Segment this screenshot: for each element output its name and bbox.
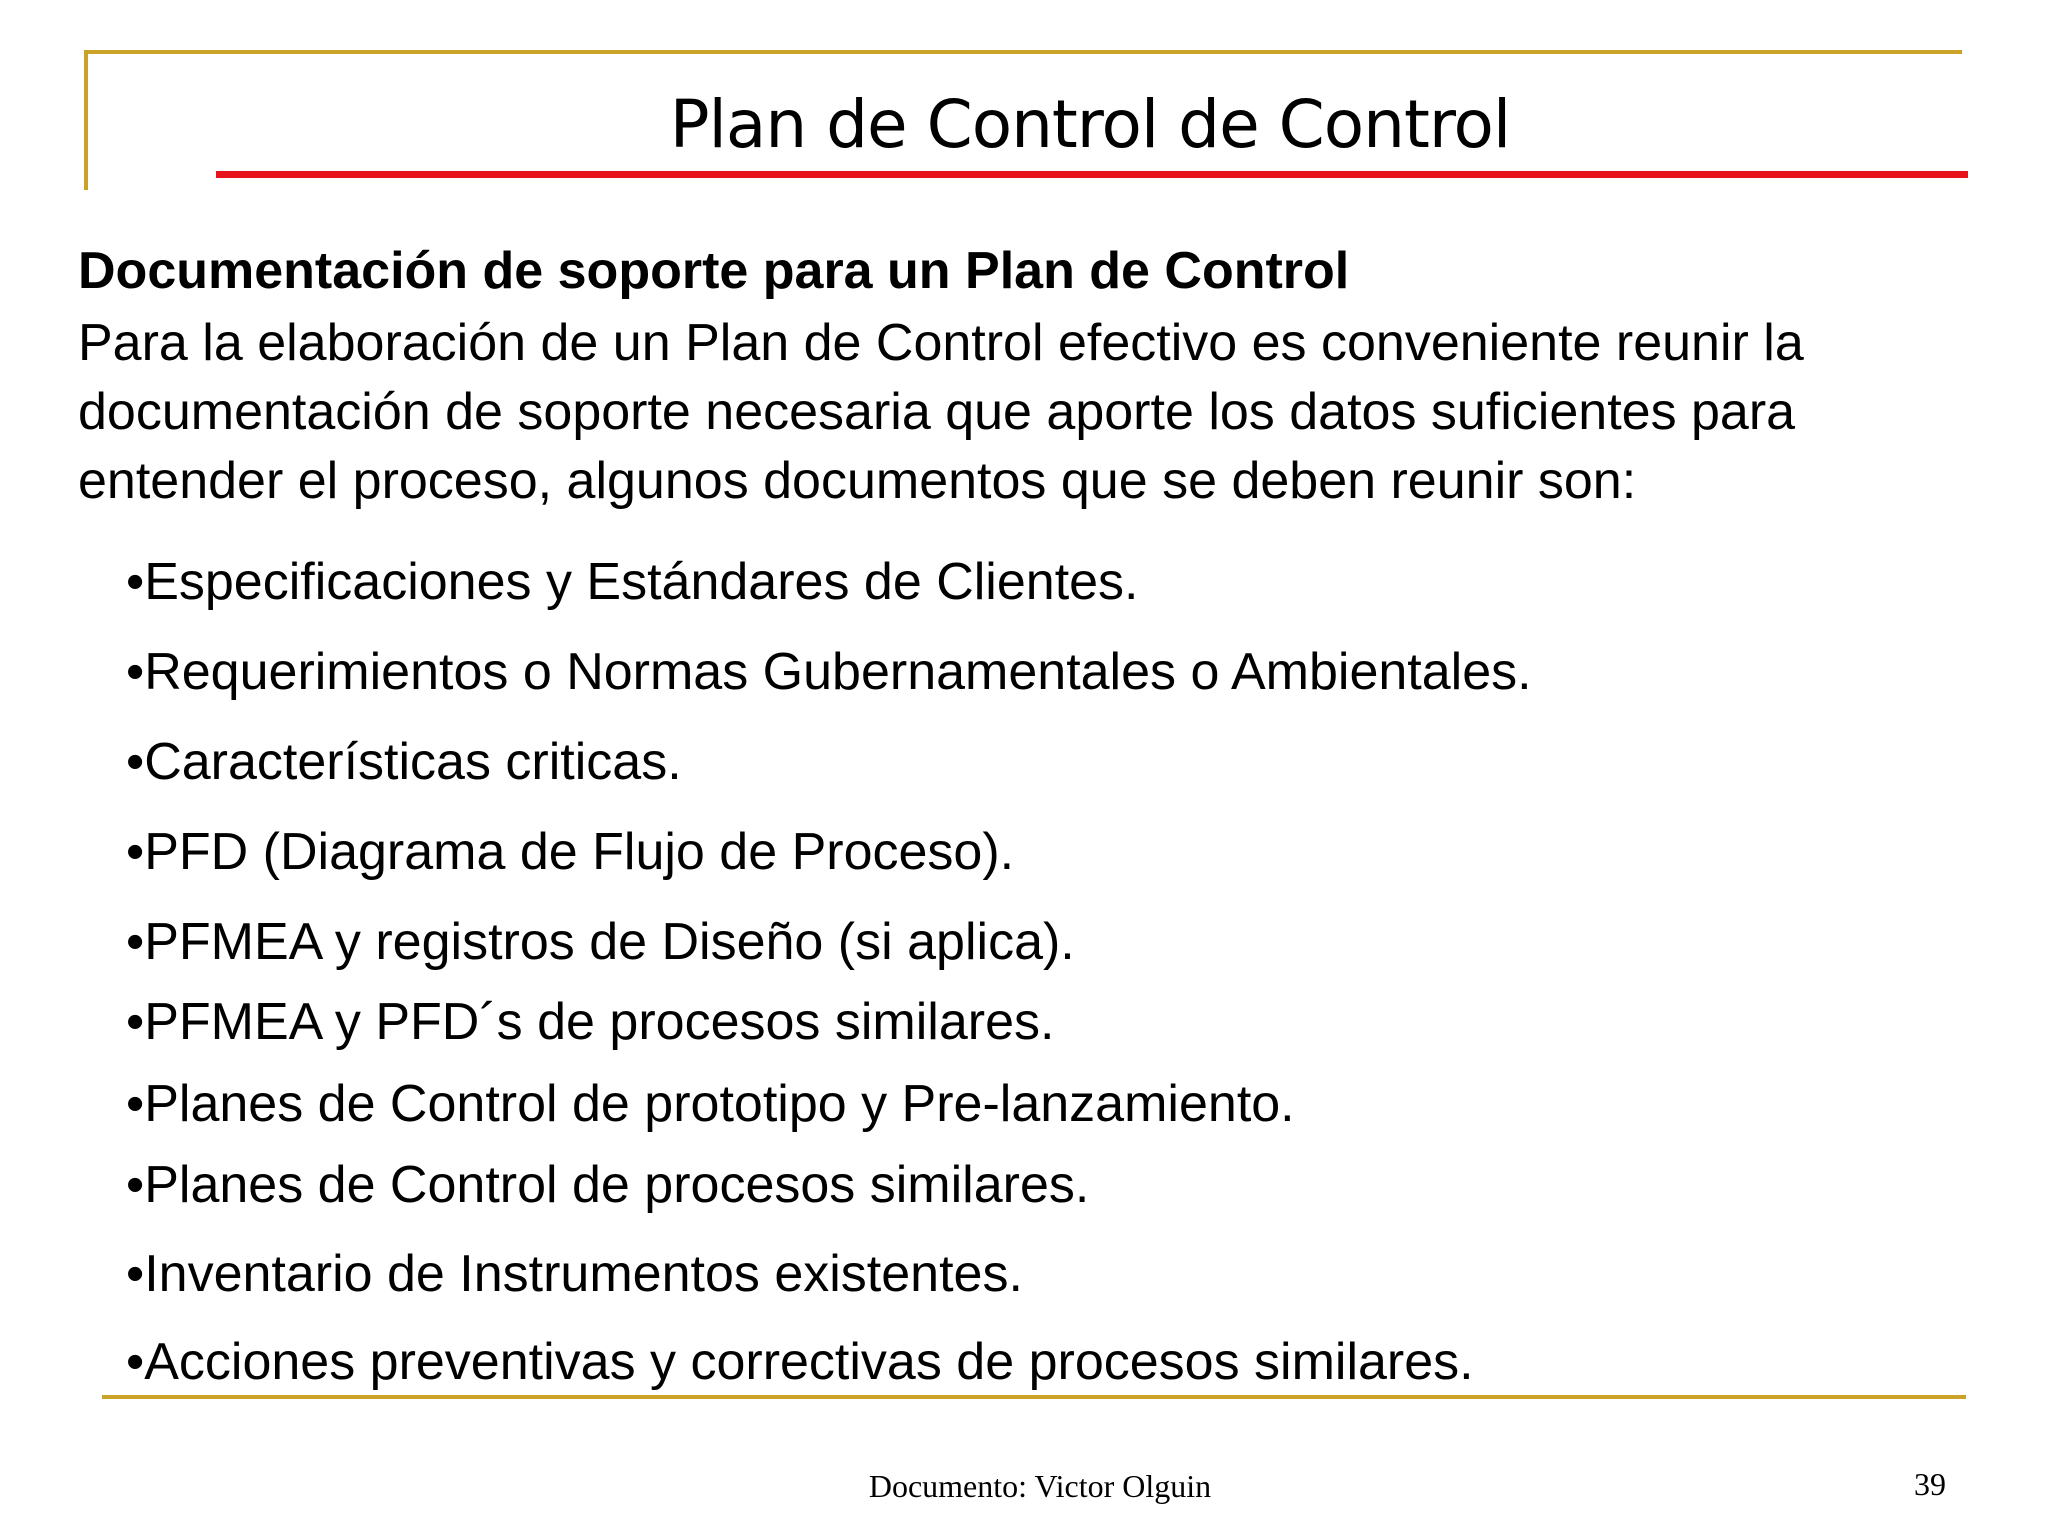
list-item: •Características criticas. [126, 733, 682, 791]
intro-line: entender el proceso, algunos documentos que se deben reunir son: [78, 452, 1637, 510]
page-number: 39 [1914, 1466, 1946, 1502]
list-item: •PFMEA y PFD´s de procesos similares. [126, 993, 1055, 1051]
slide-frame-left-line [84, 50, 88, 190]
list-item: •Especificaciones y Estándares de Clientes. [126, 553, 1139, 611]
footer-divider [102, 1395, 1966, 1399]
list-item: •PFD (Diagrama de Flujo de Proceso). [126, 823, 1015, 881]
slide-title: Plan de Control de Control [669, 86, 1511, 163]
list-item: •Requerimientos o Normas Gubernamentales o Ambientales. [126, 643, 1532, 701]
title-underline [216, 171, 1968, 178]
footer-author: Documento: Victor Olguin [868, 1468, 1212, 1504]
section-heading: Documentación de soporte para un Plan de Control [78, 242, 1350, 300]
intro-paragraph [78, 309, 1998, 516]
list-item: •Planes de Control de procesos similares. [126, 1156, 1090, 1214]
list-item: •Acciones preventivas y correctivas de procesos similares. [126, 1333, 1474, 1391]
list-item: •Planes de Control de prototipo y Pre-lanzamiento. [126, 1075, 1295, 1133]
intro-line: documentación de soporte necesaria que aporte los datos suficientes para [78, 383, 1796, 441]
slide-frame-top-line [84, 50, 1962, 54]
list-item: •PFMEA y registros de Diseño (si aplica). [126, 913, 1075, 971]
list-item: •Inventario de Instrumentos existentes. [126, 1245, 1023, 1303]
intro-line: Para la elaboración de un Plan de Control efectivo es conveniente reunir la [78, 314, 1804, 372]
